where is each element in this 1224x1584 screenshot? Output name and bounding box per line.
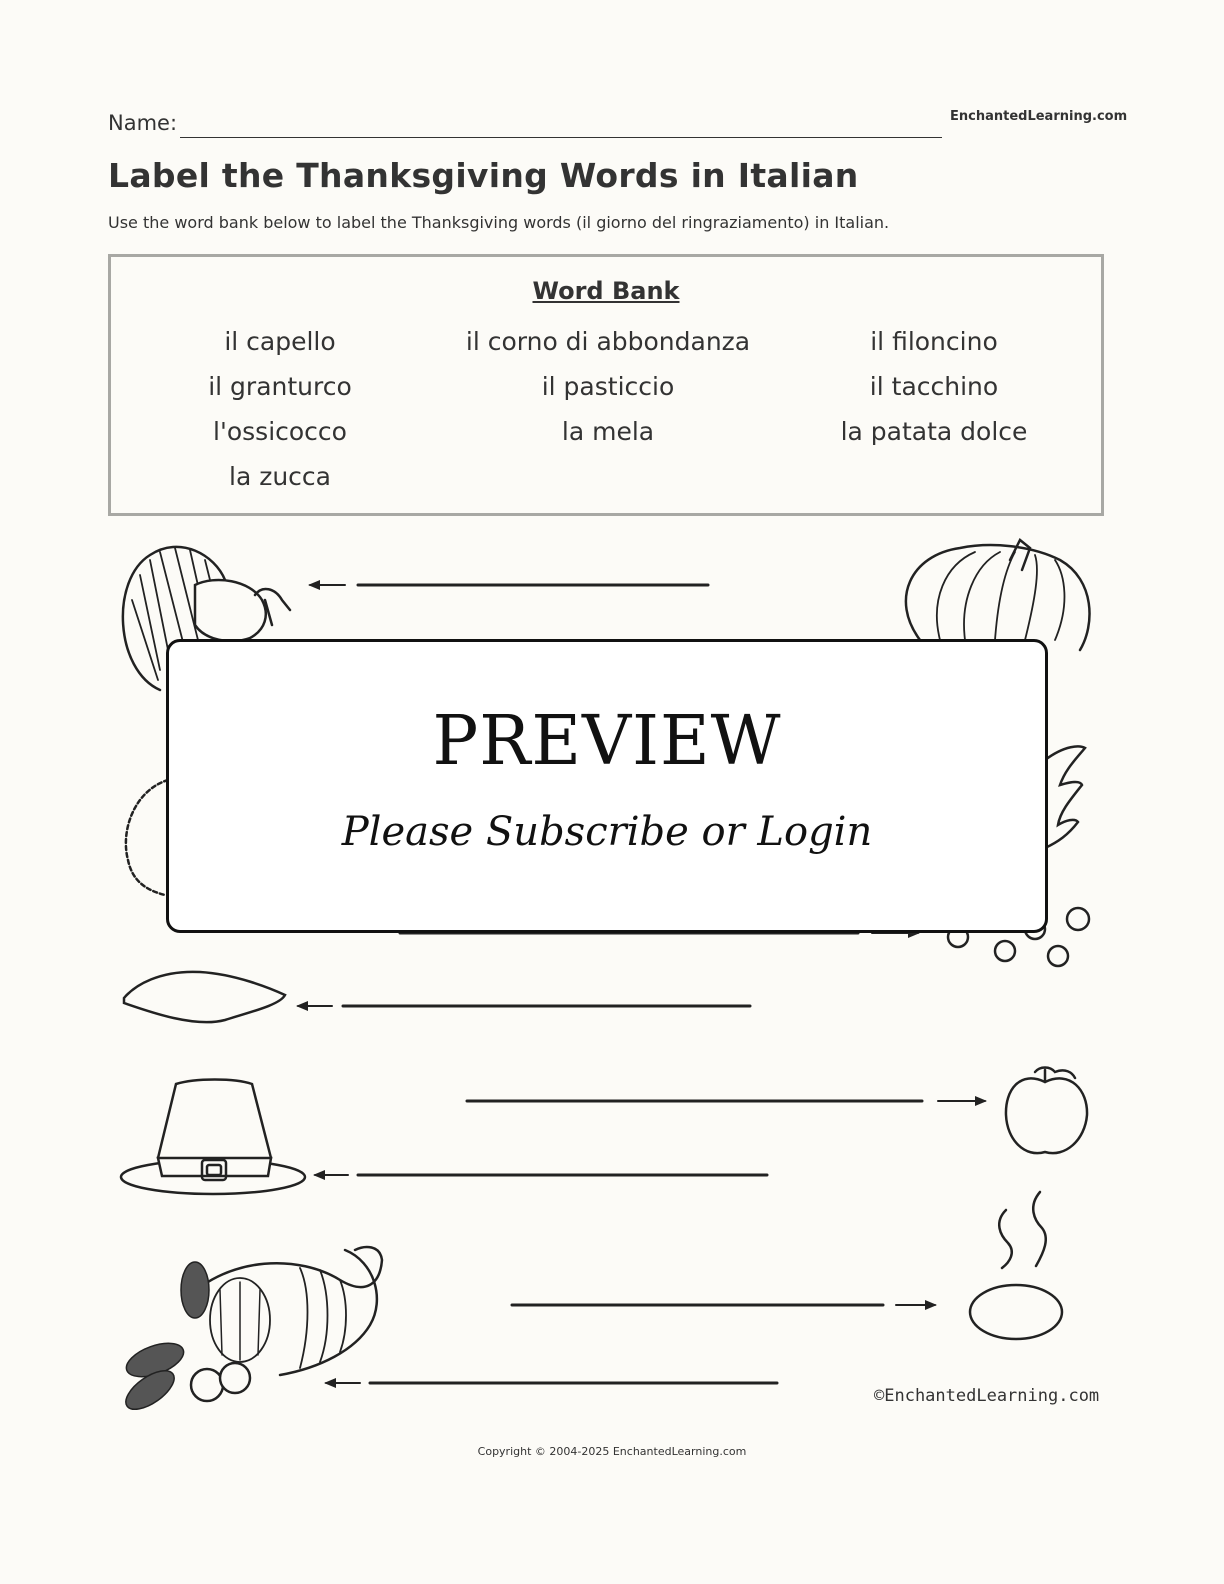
word-bank-item: il granturco	[208, 372, 352, 401]
sweet-potato-icon	[1045, 746, 1085, 848]
word-bank-title: Word Bank	[532, 277, 680, 305]
instructions: Use the word bank below to label the Thanksgiving words (il giorno del ringraziamento) in Italian.	[108, 213, 890, 232]
word-bank-item: la mela	[561, 417, 655, 446]
word-bank-item: il capello	[224, 327, 336, 356]
word-bank-item: la patata dolce	[840, 417, 1028, 446]
word-bank-item: il filoncino	[870, 327, 998, 356]
word-bank-item: il pasticcio	[541, 372, 675, 401]
footer-copyright: Copyright © 2004-2025 EnchantedLearning.com	[477, 1445, 747, 1458]
preview-title: PREVIEW	[432, 702, 782, 781]
site-name[interactable]: EnchantedLearning.com	[950, 109, 1128, 124]
preview-overlay[interactable]	[166, 639, 1048, 933]
art-credit: ©EnchantedLearning.com	[874, 1386, 1100, 1406]
pilgrim-hat-icon	[121, 1080, 305, 1195]
subscribe-login-prompt[interactable]: Please Subscribe or Login	[341, 809, 873, 855]
steaming-roll-icon	[970, 1192, 1062, 1339]
name-label: Name:	[108, 111, 178, 135]
apple-icon	[1006, 1068, 1087, 1154]
pumpkin-icon	[906, 540, 1090, 650]
page-title: Label the Thanksgiving Words in Italian	[108, 156, 859, 195]
bread-roll-icon	[124, 972, 285, 1022]
word-bank-item: la zucca	[229, 462, 331, 491]
word-bank-item: l'ossicocco	[213, 417, 347, 446]
cornucopia-icon	[120, 1247, 382, 1417]
pie-icon	[126, 780, 168, 895]
word-bank-item: il tacchino	[869, 372, 999, 401]
word-bank-item: il corno di abbondanza	[465, 327, 751, 356]
